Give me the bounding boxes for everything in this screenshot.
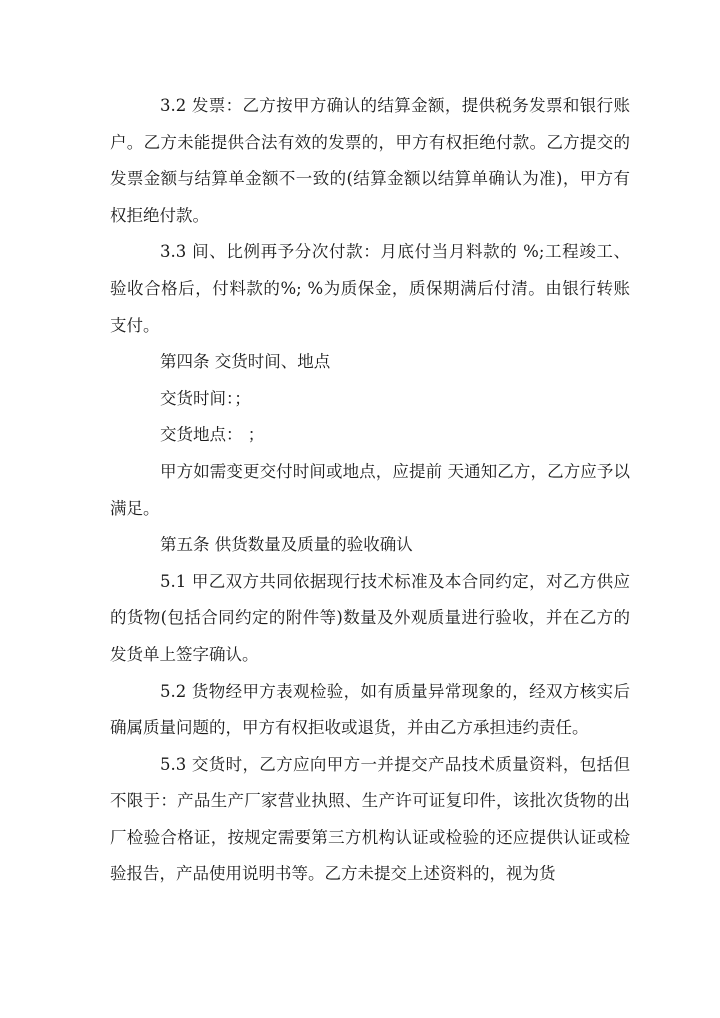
delivery-time-line: 交货时间：； [160,388,251,408]
paragraph-change-notice: 甲方如需变更交付时间或地点，应提前 天通知乙方，乙方应予以满足。 [110,461,630,518]
article-4-heading: 第四条 交货时间、地点 [160,352,331,372]
document-body [110,88,630,893]
delivery-place-line: 交货地点： ； [160,425,265,445]
paragraph-3-3-installment-payment: 3.3 间、比例再予分次付款：月底付当月料款的 %;工程竣工、验收合格后，付料款的%; %为质保金，质保期满后付清。由银行转账支付。 [110,242,630,335]
paragraph-5-3: 5.3 交货时，乙方应向甲方一并提交产品技术质量资料，包括但不限于：产品生产厂家营业执照、生产许可证复印件，该批次货物的出厂检验合格证，按规定需要第三方机构认证或检验的还应提供认证或检验报告，产品使用说明书等。乙方未提交上述资料的，视为货 [110,754,630,884]
article-5-heading: 第五条 供货数量及质量的验收确认 [160,535,413,555]
paragraph-3-2-invoice: 3.2 发票：乙方按甲方确认的结算金额，提供税务发票和银行账户。乙方未能提供合法有效的发票的，甲方有权拒绝付款。乙方提交的发票金额与结算单金额不一致的(结算金额以结算单确认为准)，甲方有权拒绝付款。 [110,96,630,225]
paragraph-5-1: 5.1 甲乙双方共同依据现行技术标准及本合同约定，对乙方供应的货物(包括合同约定的附件等)数量及外观质量进行验收，并在乙方的发货单上签字确认。 [110,571,630,664]
paragraph-5-2: 5.2 货物经甲方表观检验，如有质量异常现象的，经双方核实后确属质量问题的，甲方有权拒收或退货，并由乙方承担违约责任。 [110,681,630,738]
